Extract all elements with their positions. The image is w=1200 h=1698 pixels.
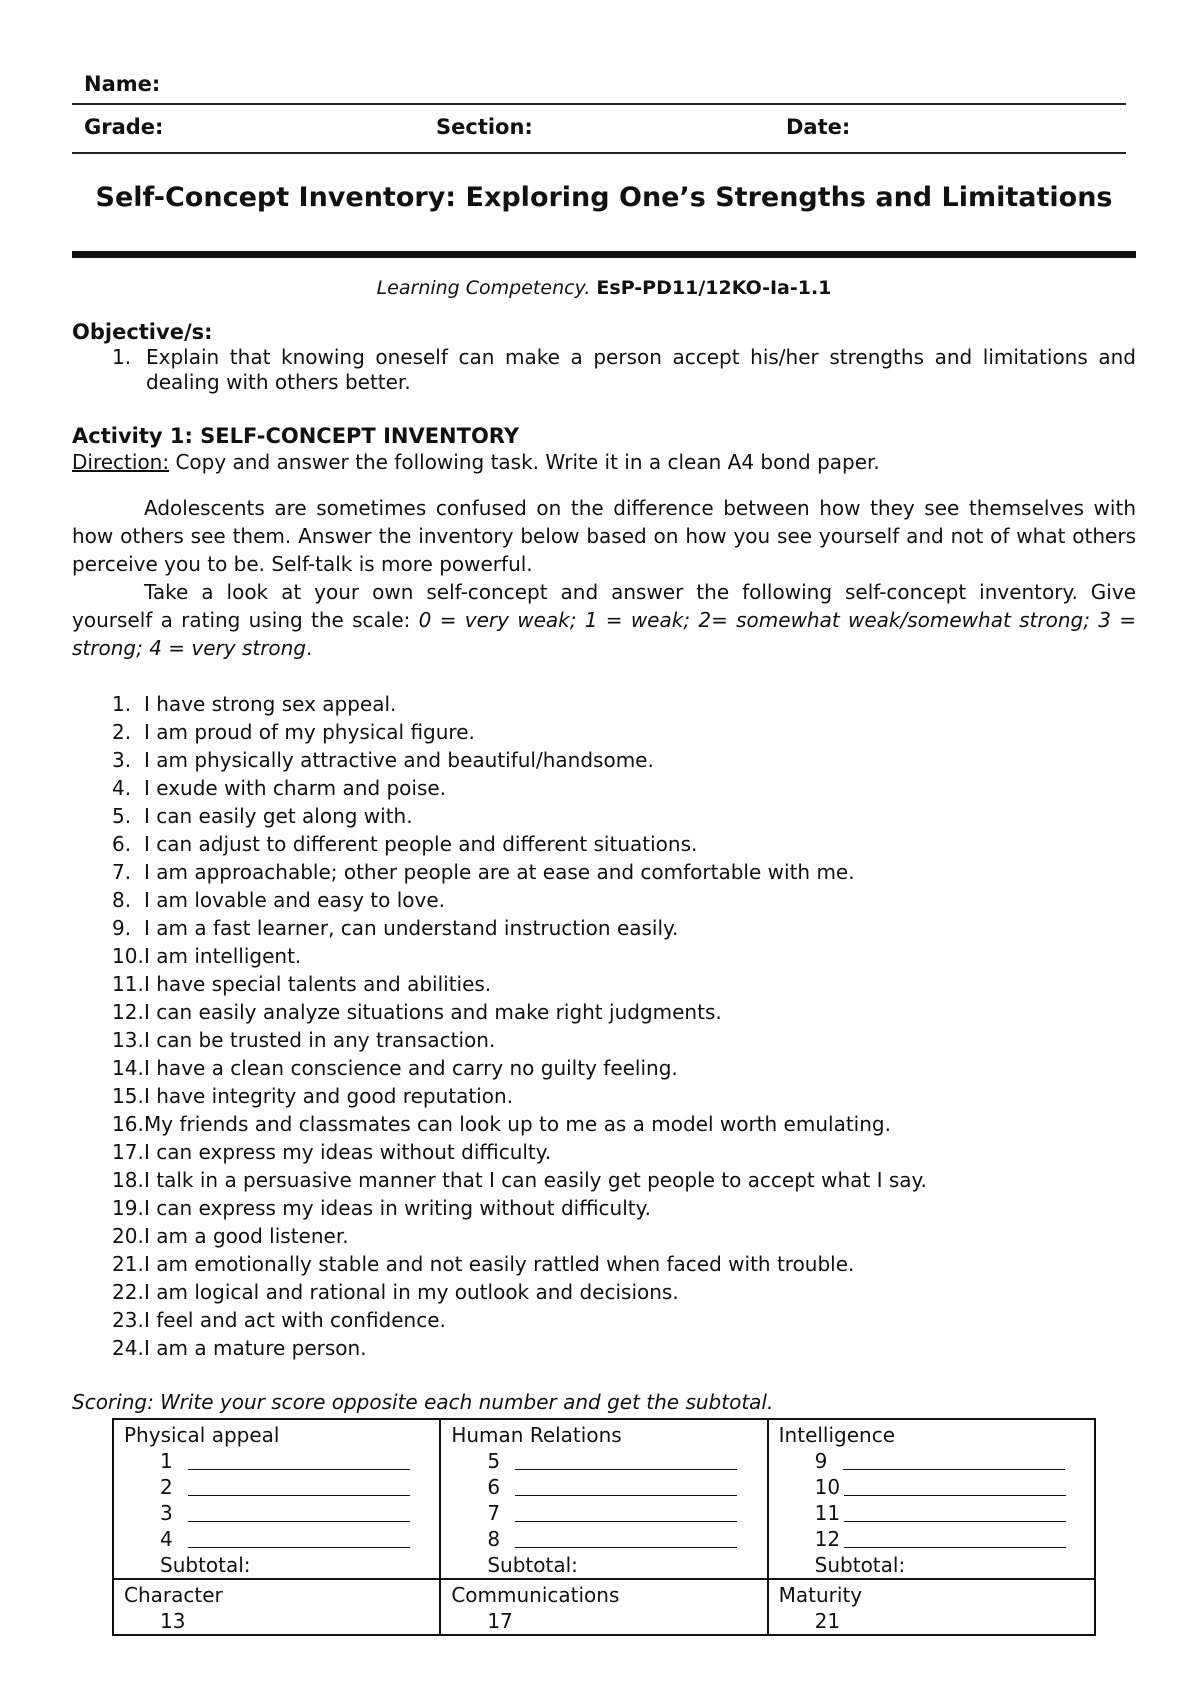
date-label: Date: [786, 115, 851, 139]
score-row [451, 1474, 756, 1500]
score-number: 1 [160, 1449, 173, 1473]
scale-paragraph [72, 578, 1136, 662]
score-blank-line [188, 1527, 410, 1548]
objective-number: 1. [112, 345, 132, 369]
item-text: I feel and act with confidence. [144, 1308, 446, 1332]
category-name: Human Relations [451, 1423, 622, 1447]
item-number: 16. [112, 1112, 144, 1136]
item-text: I am a mature person. [144, 1336, 367, 1360]
item-text: I am a fast learner, can understand instruction easily. [144, 916, 679, 940]
list-item [112, 1054, 927, 1082]
score-number: 7 [487, 1501, 501, 1525]
item-number: 2. [112, 720, 132, 744]
list-item [112, 942, 927, 970]
list-item [112, 858, 927, 886]
score-number: 5 [487, 1449, 501, 1473]
item-number: 11. [112, 972, 144, 996]
score-blank-line [188, 1501, 410, 1522]
score-row [779, 1500, 1084, 1526]
item-number: 5. [112, 804, 132, 828]
page-title: Self-Concept Inventory: Exploring One’s Strengths and Limitations [95, 182, 1113, 213]
direction-text: Copy and answer the following task. Write it in a clean A4 bond paper. [169, 450, 880, 474]
title-rule [72, 251, 1136, 258]
item-text: I can express my ideas in writing without difficulty. [144, 1196, 651, 1220]
score-blank-line [844, 1475, 1066, 1496]
item-text: I have a clean conscience and carry no guilty feeling. [144, 1056, 678, 1080]
item-number: 7. [112, 860, 132, 884]
item-number: 4. [112, 776, 132, 800]
score-number: 6 [487, 1475, 501, 1499]
item-number: 6. [112, 832, 132, 856]
list-item [112, 1278, 927, 1306]
list-item [112, 1334, 927, 1362]
scoring-row [113, 1419, 1095, 1579]
learning-competency [72, 277, 1136, 299]
item-number: 15. [112, 1084, 144, 1108]
subtotal-label: Subtotal: [487, 1553, 578, 1577]
scoring-table [112, 1418, 1096, 1636]
item-text: I can easily analyze situations and make right judgments. [144, 1000, 722, 1024]
scale-end: . [306, 636, 313, 660]
list-item [112, 914, 927, 942]
list-item [112, 1166, 927, 1194]
activity-heading: Activity 1: SELF-CONCEPT INVENTORY [72, 424, 520, 448]
score-number: 8 [487, 1527, 501, 1551]
score-row [124, 1500, 429, 1526]
score-row [451, 1608, 756, 1634]
category-name: Intelligence [778, 1423, 896, 1447]
list-item [112, 774, 927, 802]
score-blank-line [515, 1449, 737, 1470]
score-row [779, 1608, 1084, 1634]
intro-paragraph: Adolescents are sometimes confused on the difference between how they see themselves with how others see them. Answer the inventory below based on how you see yourself and not of what others perceive you to be. Self-talk is more powerful. [72, 496, 1136, 576]
list-item [112, 886, 927, 914]
item-text: I talk in a persuasive manner that I can easily get people to accept what I say. [144, 1168, 927, 1192]
item-text: I have integrity and good reputation. [144, 1084, 514, 1108]
score-number: 13 [160, 1609, 186, 1633]
score-row [451, 1526, 756, 1552]
score-row [779, 1526, 1084, 1552]
score-row [124, 1526, 429, 1552]
subtotal-label: Subtotal: [160, 1553, 251, 1577]
item-number: 9. [112, 916, 132, 940]
item-text: I am emotionally stable and not easily rattled when faced with trouble. [144, 1252, 855, 1276]
name-label: Name: [84, 72, 161, 96]
item-text: I exude with charm and poise. [144, 776, 447, 800]
list-item [112, 690, 927, 718]
item-number: 24. [112, 1336, 144, 1360]
category-name: Maturity [778, 1583, 863, 1607]
item-number: 20. [112, 1224, 144, 1248]
item-number: 17. [112, 1140, 144, 1164]
score-blank-line [843, 1449, 1065, 1470]
score-row [124, 1608, 429, 1634]
scoring-cell-intelligence [768, 1419, 1095, 1579]
score-row [451, 1500, 756, 1526]
category-name: Character [124, 1583, 223, 1607]
scoring-cell-human-relations [440, 1419, 767, 1579]
score-number: 2 [160, 1475, 173, 1499]
item-text: I can easily get along with. [144, 804, 413, 828]
scoring-cell-character [113, 1579, 440, 1635]
item-text: I can be trusted in any transaction. [144, 1028, 496, 1052]
item-number: 19. [112, 1196, 144, 1220]
list-item [112, 746, 927, 774]
score-number: 11 [814, 1501, 841, 1525]
score-blank-line [515, 1501, 737, 1522]
scoring-cell-physical-appeal [113, 1419, 440, 1579]
score-row [779, 1448, 1084, 1474]
objective-item [112, 345, 1136, 395]
item-text: I am intelligent. [144, 944, 302, 968]
item-text: I have special talents and abilities. [144, 972, 492, 996]
scoring-row [113, 1579, 1095, 1635]
list-item [112, 718, 927, 746]
objective-text: Explain that knowing oneself can make a person accept his/her strengths and limitations and dealing with others better. [146, 345, 1136, 394]
item-number: 21. [112, 1252, 144, 1276]
score-number: 9 [814, 1449, 828, 1473]
score-blank-line [844, 1527, 1066, 1548]
category-name: Physical appeal [124, 1423, 280, 1447]
list-item [112, 1026, 927, 1054]
header-bottom-line [72, 152, 1126, 154]
item-number: 8. [112, 888, 132, 912]
score-row [451, 1448, 756, 1474]
item-text: I can adjust to different people and different situations. [144, 832, 698, 856]
list-item [112, 970, 927, 998]
name-line [72, 103, 1126, 105]
item-number: 22. [112, 1280, 144, 1304]
list-item [112, 1250, 927, 1278]
item-number: 13. [112, 1028, 144, 1052]
score-blank-line [188, 1449, 410, 1470]
category-name: Communications [451, 1583, 620, 1607]
list-item [112, 802, 927, 830]
list-item [112, 998, 927, 1026]
item-text: My friends and classmates can look up to me as a model worth emulating. [144, 1112, 891, 1136]
list-item [112, 1110, 927, 1138]
list-item [112, 830, 927, 858]
list-item [112, 1306, 927, 1334]
item-text: I can express my ideas without difficulty. [144, 1140, 552, 1164]
score-row [779, 1474, 1084, 1500]
item-text: I am approachable; other people are at ease and comfortable with me. [144, 860, 855, 884]
item-text: I am a good listener. [144, 1224, 349, 1248]
rating-scale: 0 = very weak; 1 = weak; 2= somewhat weak/somewhat strong; 3 = strong; 4 = very strong [72, 608, 1136, 660]
scoring-cell-maturity [768, 1579, 1095, 1635]
competency-label: Learning Competency. [376, 277, 591, 299]
direction-label: Direction: [72, 450, 170, 474]
score-number: 17 [487, 1609, 513, 1633]
score-blank-line [515, 1527, 737, 1548]
scoring-instruction: Scoring: Write your score opposite each number and get the subtotal. [72, 1390, 774, 1414]
list-item [112, 1222, 927, 1250]
score-blank-line [515, 1475, 737, 1496]
item-text: I am proud of my physical figure. [144, 720, 475, 744]
subtotal-label: Subtotal: [814, 1553, 906, 1577]
item-number: 1. [112, 692, 132, 716]
item-number: 12. [112, 1000, 144, 1024]
objectives-heading: Objective/s: [72, 320, 213, 344]
direction [72, 450, 880, 474]
score-blank-line [844, 1501, 1066, 1522]
score-number: 3 [160, 1501, 173, 1525]
list-item [112, 1138, 927, 1166]
item-number: 23. [112, 1308, 144, 1332]
item-number: 14. [112, 1056, 144, 1080]
list-item [112, 1082, 927, 1110]
score-row [124, 1474, 429, 1500]
score-number: 4 [160, 1527, 173, 1551]
item-text: I am physically attractive and beautiful/handsome. [144, 748, 654, 772]
score-number: 12 [814, 1527, 841, 1551]
section-label: Section: [436, 115, 533, 139]
item-text: I have strong sex appeal. [144, 692, 397, 716]
item-number: 3. [112, 748, 132, 772]
item-number: 10. [112, 944, 144, 968]
scale-lead: Take a look at your own self-concept and answer the following self-concept inventory. Give yourself a rating using the scale: [72, 580, 1136, 632]
grade-label: Grade: [84, 115, 164, 139]
score-blank-line [188, 1475, 410, 1496]
score-number: 10 [814, 1475, 841, 1499]
item-text: I am logical and rational in my outlook and decisions. [144, 1280, 679, 1304]
scoring-cell-communications [440, 1579, 767, 1635]
score-row [124, 1448, 429, 1474]
competency-code: EsP-PD11/12KO-Ia-1.1 [596, 277, 832, 299]
inventory-list [112, 690, 927, 1362]
item-number: 18. [112, 1168, 144, 1192]
list-item [112, 1194, 927, 1222]
item-text: I am lovable and easy to love. [144, 888, 446, 912]
score-number: 21 [814, 1609, 841, 1633]
